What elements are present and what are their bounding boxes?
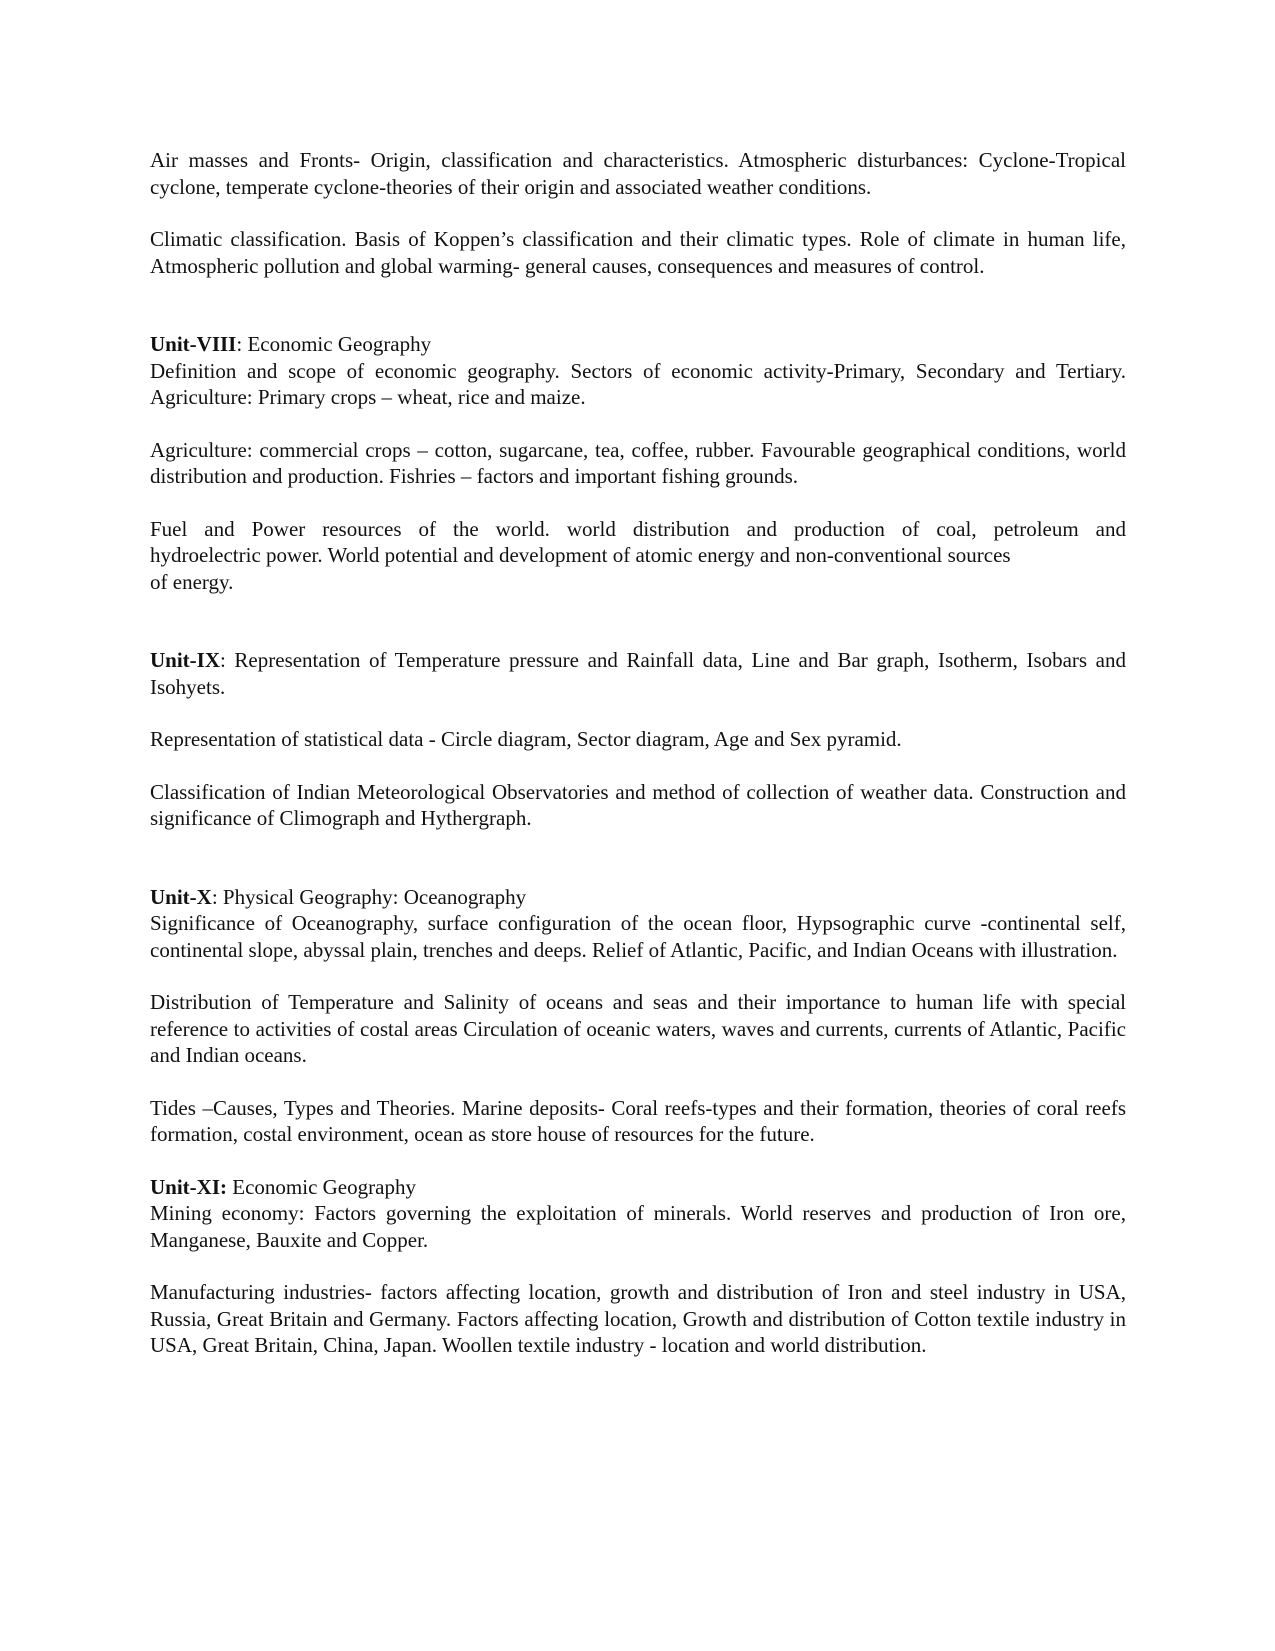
unit-9-paragraph-2: Classification of Indian Meteorological Observatories and method of collection of weather data. Construction and significance of Climograph and Hythergraph. [150, 779, 1126, 830]
unit-11-title: Economic Geography [227, 1174, 416, 1199]
unit-8-paragraph-3-line-1: Fuel and Power resources of the world. world distribution and production of coal, petroleum and [150, 516, 1126, 541]
unit-10-paragraph-2: Distribution of Temperature and Salinity of oceans and seas and their importance to human life with special reference to activities of costal areas Circulation of oceanic waters, waves and currents, currents of Atlantic, Pacific and Indian oceans. [150, 990, 1126, 1067]
unit-8-title: : Economic Geography [236, 332, 432, 356]
intro-paragraph-air-masses: Air masses and Fronts- Origin, classification and characteristics. Atmospheric disturbances: Cyclone-Tropical cyclone, temperate cyclone-theories of their origin and associated weather conditions. [150, 148, 1126, 199]
unit-10-section [150, 884, 1126, 1148]
unit-10-heading [150, 884, 1126, 911]
unit-11-heading [150, 1174, 1126, 1201]
unit-8-paragraph-3 [150, 516, 1126, 596]
unit-10-title: : Physical Geography: Oceanography [211, 884, 527, 909]
unit-10-paragraph-1: Significance of Oceanography, surface configuration of the ocean floor, Hypsographic curve -continental self, continental slope, abyssal plain, trenches and deeps. Relief of Atlantic, Pacific, and Indian Oceans with illustration. [150, 911, 1126, 962]
unit-10-paragraph-3: Tides –Causes, Types and Theories. Marine deposits- Coral reefs-types and their formation, theories of coral reefs formation, costal environment, ocean as store house of resources for the future. [150, 1095, 1126, 1146]
unit-8-paragraph-2: Agriculture: commercial crops – cotton, sugarcane, tea, coffee, rubber. Favourable geographical conditions, world distribution and production. Fishries – factors and important fishing grounds. [150, 437, 1126, 488]
unit-9-section [150, 647, 1126, 832]
intro-paragraph-climatic-classification: Climatic classification. Basis of Koppen’s classification and their climatic types. Role of climate in human life, Atmospheric pollution and global warming- general causes, consequences and measures of control. [150, 227, 1126, 278]
document-page [150, 147, 1126, 1385]
unit-9-paragraph-1: Representation of statistical data - Circle diagram, Sector diagram, Age and Sex pyramid. [150, 727, 902, 751]
unit-9-title: : Representation of Temperature pressure and Rainfall data, Line and Bar graph, Isotherm, Isobars and Isohyets. [150, 648, 1126, 699]
unit-9-label: Unit-IX [150, 648, 221, 672]
unit-8-section [150, 331, 1126, 595]
unit-11-section [150, 1174, 1126, 1359]
unit-8-heading [150, 331, 1126, 358]
unit-8-label: Unit-VIII [150, 332, 237, 356]
unit-8-paragraph-1: Definition and scope of economic geography. Sectors of economic activity-Primary, Secondary and Tertiary. Agriculture: Primary crops – wheat, rice and maize. [150, 358, 1126, 409]
unit-11-paragraph-1: Mining economy: Factors governing the exploitation of minerals. World reserves and production of Iron ore, Manganese, Bauxite and Copper. [150, 1201, 1126, 1252]
unit-8-paragraph-3-line-3: of energy. [150, 569, 234, 594]
unit-11-paragraph-2: Manufacturing industries- factors affecting location, growth and distribution of Iron and steel industry in USA, Russia, Great Britain and Germany. Factors affecting location, Growth and distribution of Cotton textile industry in USA, Great Britain, China, Japan. Woollen textile industry - location and world distribution. [150, 1280, 1126, 1357]
unit-11-label: Unit-XI: [150, 1174, 227, 1199]
unit-8-paragraph-3-line-2: hydroelectric power. World potential and development of atomic energy and non-conventional sources [150, 543, 1011, 567]
unit-10-label: Unit-X [150, 884, 212, 909]
unit-9-heading [150, 647, 1126, 700]
